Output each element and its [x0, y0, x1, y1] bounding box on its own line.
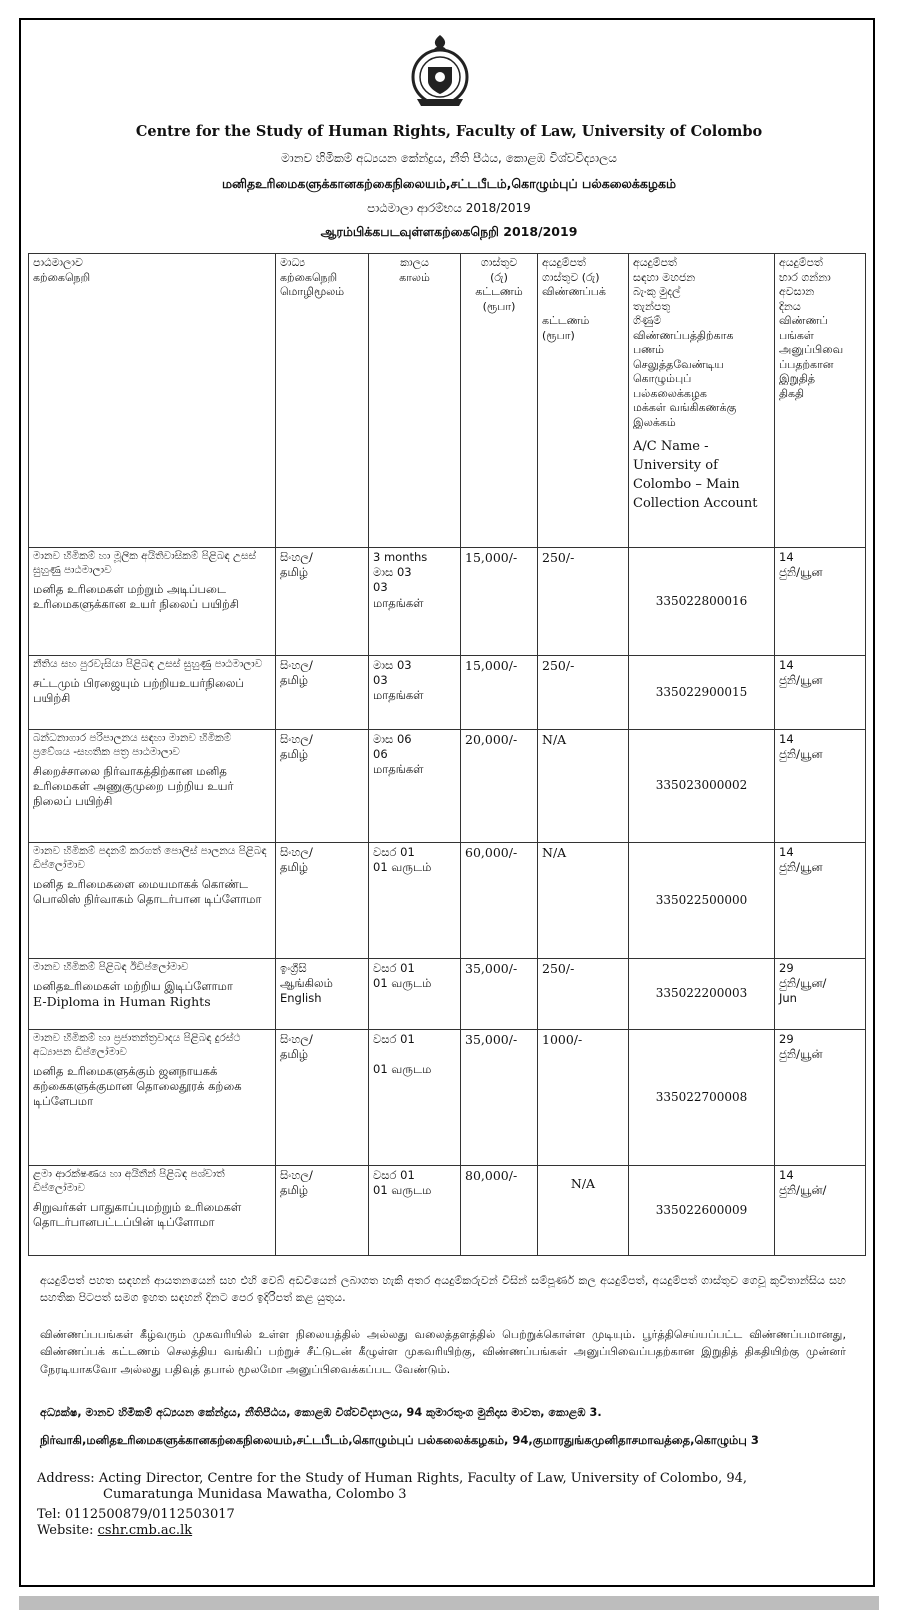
course-closing-date: 14 ජුනි/யூன: [775, 656, 866, 730]
course-account-number: 335022200003: [629, 959, 775, 1030]
course-name-tamil: சிறைச்சாலை நிர்வாகத்திற்கான மனித உரிமைகள் அணுகுமுறை பற்றிய உயர் நிலைப் பயிற்சி: [33, 763, 234, 809]
course-medium: ඉංග්‍රීසි ஆங்கிலம் English: [276, 959, 369, 1030]
course-fee: 60,000/-: [461, 843, 538, 959]
telephone: Tel: 0112500879/0112503017: [37, 1507, 235, 1522]
website: [37, 1523, 192, 1538]
header-fee: ගාස්තුව (රු) கட்டணம் (ரூபா): [461, 254, 538, 548]
course-name: [29, 656, 276, 730]
header-application-fee: අයදුම්පත් ගාස්තුව (රු) விண்ணப்பக் கட்டணம் (ரூபா): [538, 254, 629, 548]
course-duration: වසර 01 01 வருடம்: [369, 843, 461, 959]
course-application-fee: N/A: [538, 843, 629, 959]
header-closing-date: අයදුම්පත් භාර ගන්නා අවසාන දිනය விண்ணப் பங்கள் அனுப்பிவை ப்பதற்கான இறுதித் திகதி: [775, 254, 866, 548]
course-name: [29, 548, 276, 656]
course-application-fee: N/A: [538, 730, 629, 843]
course-name-tamil: சட்டமும் பிரஜையும் பற்றியஉயர்நிலைப் பயிற்சி: [33, 675, 244, 706]
course-application-fee: N/A: [538, 1166, 629, 1256]
website-link[interactable]: cshr.cmb.ac.lk: [97, 1523, 193, 1538]
subtitle-sinhala: පාඨමාලා ආරම්භය 2018/2019: [367, 201, 531, 215]
header-course: පාඨමාලාව கற்கைநெறி: [29, 254, 276, 548]
table-header-row: [29, 254, 866, 548]
course-medium: සිංහල/ தமிழ்: [276, 1166, 369, 1256]
header-account: අයදුම්පත් සඳහා මහජන බැංකු මුදල් තැන්පතු ගිණුම් விண்ணப்பத்திற்காக பணம் செலுத்தவேண்டிய கொழும்புப் பல்கலைக்கழக மக்கள் வங்கிகணக்கு இலக்கம் A/C Name - University of Colombo – Main Collection Account: [629, 254, 775, 548]
course-duration: මාස 06 06 மாதங்கள்: [369, 730, 461, 843]
course-fee: 80,000/-: [461, 1166, 538, 1256]
course-medium: සිංහල/ தமிழ்: [276, 656, 369, 730]
course-name-english: E-Diploma in Human Rights: [33, 994, 211, 1010]
course-duration: වසර 01 01 வருடம: [369, 1166, 461, 1256]
course-fee: 35,000/-: [461, 959, 538, 1030]
address-tamil: நிர்வாகி,மனிதஉரிமைகளுக்கானகற்கைநிலையம்,சட்டபீடம்,கொழும்புப் பல்கலைக்கழகம், 94,குமாரதுங்கமுனிதாசமாவத்தை,கொழும்பு 3: [40, 1433, 759, 1447]
address-label: Address:: [37, 1471, 95, 1486]
course-name-sinhala: නීතිය සහ පුරවැසියා පිළිබඳ උසස් සුහුණු පාඨමාලාව: [33, 658, 263, 670]
courses-table: [28, 253, 866, 1256]
course-application-fee: 250/-: [538, 656, 629, 730]
course-name-sinhala: මානව හිමිකම් හා ප්‍රජාතන්ත්‍රවාදය පිළිබඳ දුරස්ථ අධ්‍යාපන ඩිප්ලෝමාව: [33, 1032, 241, 1058]
course-closing-date: 14 ජුනි/யூன: [775, 843, 866, 959]
course-medium: සිංහල/ தமிழ்: [276, 843, 369, 959]
course-closing-date: 29 ජුනි/யூன/ Jun: [775, 959, 866, 1030]
course-name: [29, 843, 276, 959]
note-sinhala: අයදුම්පත් පහත සඳහන් ආයතනයෙන් සහ එහි වෙබ් අඩවියෙන් ලබාගත හැකි අතර අයදුම්කරුවන් විසින් සම්පූර්ණ කල අයදුම්පත්, අයදුම්පත් ගාස්තුව ගෙවූ කුවිතාන්සිය සහ සහතික පිටපත් සමග ඉහත සඳහන් දිනට පෙර ඉදිරිපත් කළ යුතුය.: [40, 1274, 846, 1305]
website-label: Website:: [37, 1523, 94, 1538]
course-duration: වසර 01 01 வருடம: [369, 1030, 461, 1166]
course-fee: 15,000/-: [461, 656, 538, 730]
course-name-tamil: மனிதஉரிமைகள் மற்றிய இடிப்ளோமா: [33, 978, 233, 993]
course-name-tamil: மனித உரிமைகள் மற்றும் அடிப்படை உரிமைகளுக்கான உயர் நிலைப் பயிற்சி: [33, 581, 239, 611]
title-sinhala: මානව හිමිකම් අධ්‍යයන කේන්ද්‍රය, නීති පීඨය, කොළඹ විශ්වවිද්‍යාලය: [281, 151, 617, 165]
course-account-number: 335023000002: [629, 730, 775, 843]
course-name: [29, 730, 276, 843]
course-name-tamil: மனித உரிமைகளுக்கும் ஜனநாயகக் கற்கைகளுக்குமான தொலைதூரக் கற்கை டிப்ளேபமா: [33, 1063, 242, 1109]
course-name-tamil: மனித உரிமைகளை மையமாகக் கொண்ட பொலிஸ் நிர்வாகம் தொடர்பான டிப்ளோமா: [33, 876, 262, 906]
course-fee: 35,000/-: [461, 1030, 538, 1166]
course-medium: සිංහල/ தமிழ்: [276, 730, 369, 843]
course-name: [29, 959, 276, 1030]
table-row: [29, 843, 866, 959]
header-medium: මාධ්‍ය கற்கைநெறி மொழிமூலம்: [276, 254, 369, 548]
course-medium: සිංහල/ தமிழ்: [276, 1030, 369, 1166]
course-duration: 3 months මාස 03 03 மாதங்கள்: [369, 548, 461, 656]
course-duration: මාස 03 03 மாதங்கள்: [369, 656, 461, 730]
table-row: [29, 1030, 866, 1166]
course-name-sinhala: මානව හිමිකම් හා මූලික අයිතිවාසිකම් පිළිබඳ උසස් සුහුණු පාඨමාලාව: [33, 550, 257, 576]
university-crest-icon: [407, 33, 473, 109]
course-account-number: 335022900015: [629, 656, 775, 730]
account-name: A/C Name - University of Colombo – Main Collection Account: [633, 439, 758, 511]
bottom-bar: [19, 1596, 879, 1610]
header-duration: කාලය காலம்: [369, 254, 461, 548]
course-account-number: 335022500000: [629, 843, 775, 959]
course-duration: වසර 01 01 வருடம்: [369, 959, 461, 1030]
course-medium: සිංහල/ தமிழ்: [276, 548, 369, 656]
course-closing-date: 14 ජුනි/யூன: [775, 730, 866, 843]
course-closing-date: 14 ජුනි/யூன: [775, 548, 866, 656]
address-line-2: Cumaratunga Munidasa Mawatha, Colombo 3: [103, 1487, 407, 1503]
course-account-number: 335022600009: [629, 1166, 775, 1256]
table-row: [29, 959, 866, 1030]
course-fee: 15,000/-: [461, 548, 538, 656]
course-name: [29, 1166, 276, 1256]
course-closing-date: 29 ජුනි/யூன்: [775, 1030, 866, 1166]
table-row: [29, 1166, 866, 1256]
course-application-fee: 250/-: [538, 548, 629, 656]
course-account-number: 335022800016: [629, 548, 775, 656]
course-name-sinhala: බන්ධනාගාර පරිපාලනය සඳහා මානව හිමිකම් ප්‍රවේශය -සහතික පත්‍ර පාඨමාලාව: [33, 732, 232, 758]
course-name: [29, 1030, 276, 1166]
table-row: [29, 548, 866, 656]
address-sinhala: අධ්‍යක්ෂ, මානව හිමිකම් අධ්‍යයන කේන්ද්‍රය, නීතිපීඨය, කොළඹ විශ්වවිද්‍යාලය, 94 කුමාරතුංග මුනිදාස මාවත, කොළඹ 3.: [40, 1406, 602, 1419]
title-english: Centre for the Study of Human Rights, Faculty of Law, University of Colombo: [135, 123, 763, 140]
course-closing-date: 14 ජුනි/யூன்/: [775, 1166, 866, 1256]
note-tamil: விண்ணப்பபங்கள் கீழ்வரும் முகவரியில் உள்ள நிலையத்தில் அல்லது வலைத்தளத்தில் பெற்றுக்கொள்ள முடியும். பூர்த்திசெய்யப்பட்ட விண்ணப்பமானது, விண்ணப்பக் கட்டணம் செலத்திய வங்கிப் பற்றுச் சீட்டுடன் கீழுள்ள முகவரியிற்கு, விண்ணப்பங்கள் அனுப்பிவைப்பதற்கான இறுதித் திகதியிற்கு முன்னர் நேரடியாகவோ அல்லது பதிவுத் தபால் மூலமோ அனுப்பிவைக்கப்பட வேண்டும்.: [40, 1328, 846, 1376]
course-fee: 20,000/-: [461, 730, 538, 843]
subtitle-tamil: ஆரம்பிக்கபடவுள்ளகற்கைநெறி 2018/2019: [320, 224, 578, 239]
course-application-fee: 1000/-: [538, 1030, 629, 1166]
title-tamil: மனிதஉரிமைகளுக்கானகற்கைநிலையம்,சட்டபீடம்,கொழும்புப் பல்கலைக்கழகம்: [221, 176, 677, 191]
table-row: [29, 656, 866, 730]
course-name-sinhala: ළමා ආරක්ෂණය හා අයිතීන් පිළිබඳ පශ්චාත් ඩිප්ලෝමාව: [33, 1168, 225, 1194]
address-line-1: Acting Director, Centre for the Study of Human Rights, Faculty of Law, University of Colombo, 94,: [98, 1471, 748, 1486]
course-account-number: 335022700008: [629, 1030, 775, 1166]
course-application-fee: 250/-: [538, 959, 629, 1030]
course-name-tamil: சிறுவர்கள் பாதுகாப்புமற்றும் உரிமைகள் தொடர்பானபட்டப்பின் டிப்ளோமா: [33, 1199, 242, 1229]
address-english: [37, 1471, 837, 1504]
course-name-sinhala: මානව හිමිකම් පදනම් කරගත් පොලිස් පාලනය පිළිබඳ ඩිප්ලෝමාව: [33, 845, 267, 871]
table-row: [29, 730, 866, 843]
course-name-sinhala: මානව හිමිකම් පිළිබඳ ඊඩිප්ලෝමාව: [33, 961, 189, 973]
